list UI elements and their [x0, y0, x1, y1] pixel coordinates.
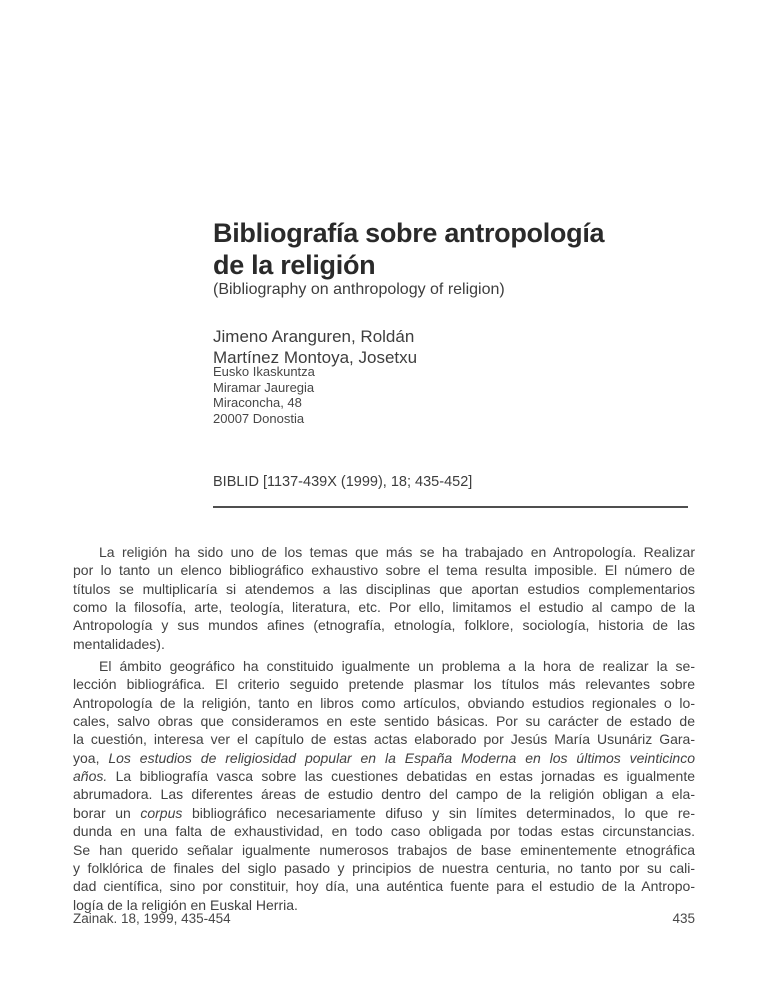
article-title-line-1: Bibliografía sobre antropología	[213, 218, 605, 248]
body-line	[73, 730, 695, 748]
text-segment: Antropología de la religión, tanto en libros como artículos, obviando estudios regionales o lo-	[73, 694, 695, 711]
body-line	[73, 657, 695, 675]
text-segment: logía de la religión en Euskal Herria.	[73, 896, 298, 913]
text-segment: por lo tanto un elenco bibliográfico exhaustivo sobre el tema resulta imposible. El número de	[73, 562, 695, 579]
text-segment: Antropología y sus mundos afines (etnografía, etnología, folklore, sociología, historia de las	[73, 617, 695, 634]
journal-reference: Zainak. 18, 1999, 435-454	[73, 911, 231, 926]
text-segment: lección bibliográfica. El criterio seguido pretende plasmar los títulos más relevantes sobre	[73, 676, 695, 693]
body-line	[73, 616, 695, 634]
biblid-line: BIBLID [1137-439X (1999), 18; 435-452]	[213, 474, 473, 490]
text-segment: dad científica, sino por constituir, hoy día, una auténtica fuente para el estudio de la Antropo-	[73, 878, 695, 895]
body-line	[73, 598, 695, 616]
text-segment: como la filosofía, arte, teología, literatura, etc. Por ello, limitamos el estudio al campo de la	[73, 599, 695, 616]
text-segment: y folklórica de finales del siglo pasado y principios de nuestra centuria, no tanto por su cali-	[73, 859, 695, 876]
article-title	[213, 217, 713, 281]
text-segment: bibliográfico necesariamente difuso y sin límites determinados, lo que re-	[182, 804, 695, 821]
text-segment: dunda en una falta de exhaustividad, en todo caso obligada por todas estas circunstancias.	[73, 823, 695, 840]
author-name: Jimeno Aranguren, Roldán	[213, 327, 415, 346]
text-segment: El ámbito geográfico ha constituido igualmente un problema a la hora de realizar la se-	[99, 658, 695, 675]
text-segment: borar un	[73, 804, 141, 821]
article-subtitle: (Bibliography on anthropology of religion)	[213, 281, 505, 298]
affiliation-line: Eusko Ikaskuntza	[213, 364, 315, 379]
affiliation-line: Miramar Jauregia	[213, 379, 315, 395]
body-line	[73, 822, 695, 840]
horizontal-rule	[213, 506, 688, 508]
article-title-line-2: de la religión	[213, 250, 376, 280]
body-line	[73, 841, 695, 859]
author-block	[213, 327, 693, 368]
body-line	[73, 767, 695, 785]
body-line	[73, 561, 695, 579]
text-segment: títulos se multiplicaría si atendemos a las disciplinas que aportan estudios complementarios	[73, 580, 695, 597]
text-segment: Se han querido señalar igualmente numerosos trabajos de base eminentemente etnográfica	[73, 841, 695, 858]
italic-text-segment: años.	[73, 768, 108, 785]
text-segment: abrumadora. Las diferentes áreas de estudio dentro del campo de la religión obligan a ela-	[73, 786, 695, 803]
text-segment: mentalidades).	[73, 635, 165, 652]
text-segment: La religión ha sido uno de los temas que más se ha trabajado en Antropología. Realizar	[99, 544, 695, 560]
body-paragraph	[73, 657, 695, 914]
text-segment: la cuestión, interesa ver el capítulo de estas actas elaborado por Jesús María Usunáriz Gara-	[73, 731, 695, 748]
affiliation-line: Miraconcha, 48	[213, 395, 302, 411]
body-line	[73, 877, 695, 895]
page-footer	[73, 911, 695, 926]
body-line	[73, 712, 695, 730]
article-body	[73, 543, 695, 914]
text-segment: yoa,	[73, 749, 109, 766]
text-segment: La bibliografía vasca sobre las cuestiones debatidas en estas jornadas es igualmente	[107, 768, 695, 785]
body-line	[73, 580, 695, 598]
body-line	[73, 749, 695, 767]
page-number: 435	[672, 911, 695, 926]
body-line	[73, 694, 695, 712]
italic-text-segment: corpus	[140, 804, 183, 821]
body-line	[73, 675, 695, 693]
body-line	[73, 635, 695, 653]
body-paragraph	[73, 543, 695, 653]
body-line	[73, 859, 695, 877]
affiliation-block	[213, 364, 693, 426]
affiliation-line: 20007 Donostia	[213, 410, 305, 426]
body-line	[73, 543, 695, 561]
italic-text-segment: Los estudios de religiosidad popular en la España Moderna en los últimos veinticinco	[108, 749, 696, 766]
body-line	[73, 804, 695, 822]
body-line	[73, 785, 695, 803]
text-segment: cales, salvo obras que consideramos en este sentido básicas. Por su carácter de estado de	[73, 713, 695, 730]
author-name: Martínez Montoya, Josetxu	[213, 347, 418, 367]
